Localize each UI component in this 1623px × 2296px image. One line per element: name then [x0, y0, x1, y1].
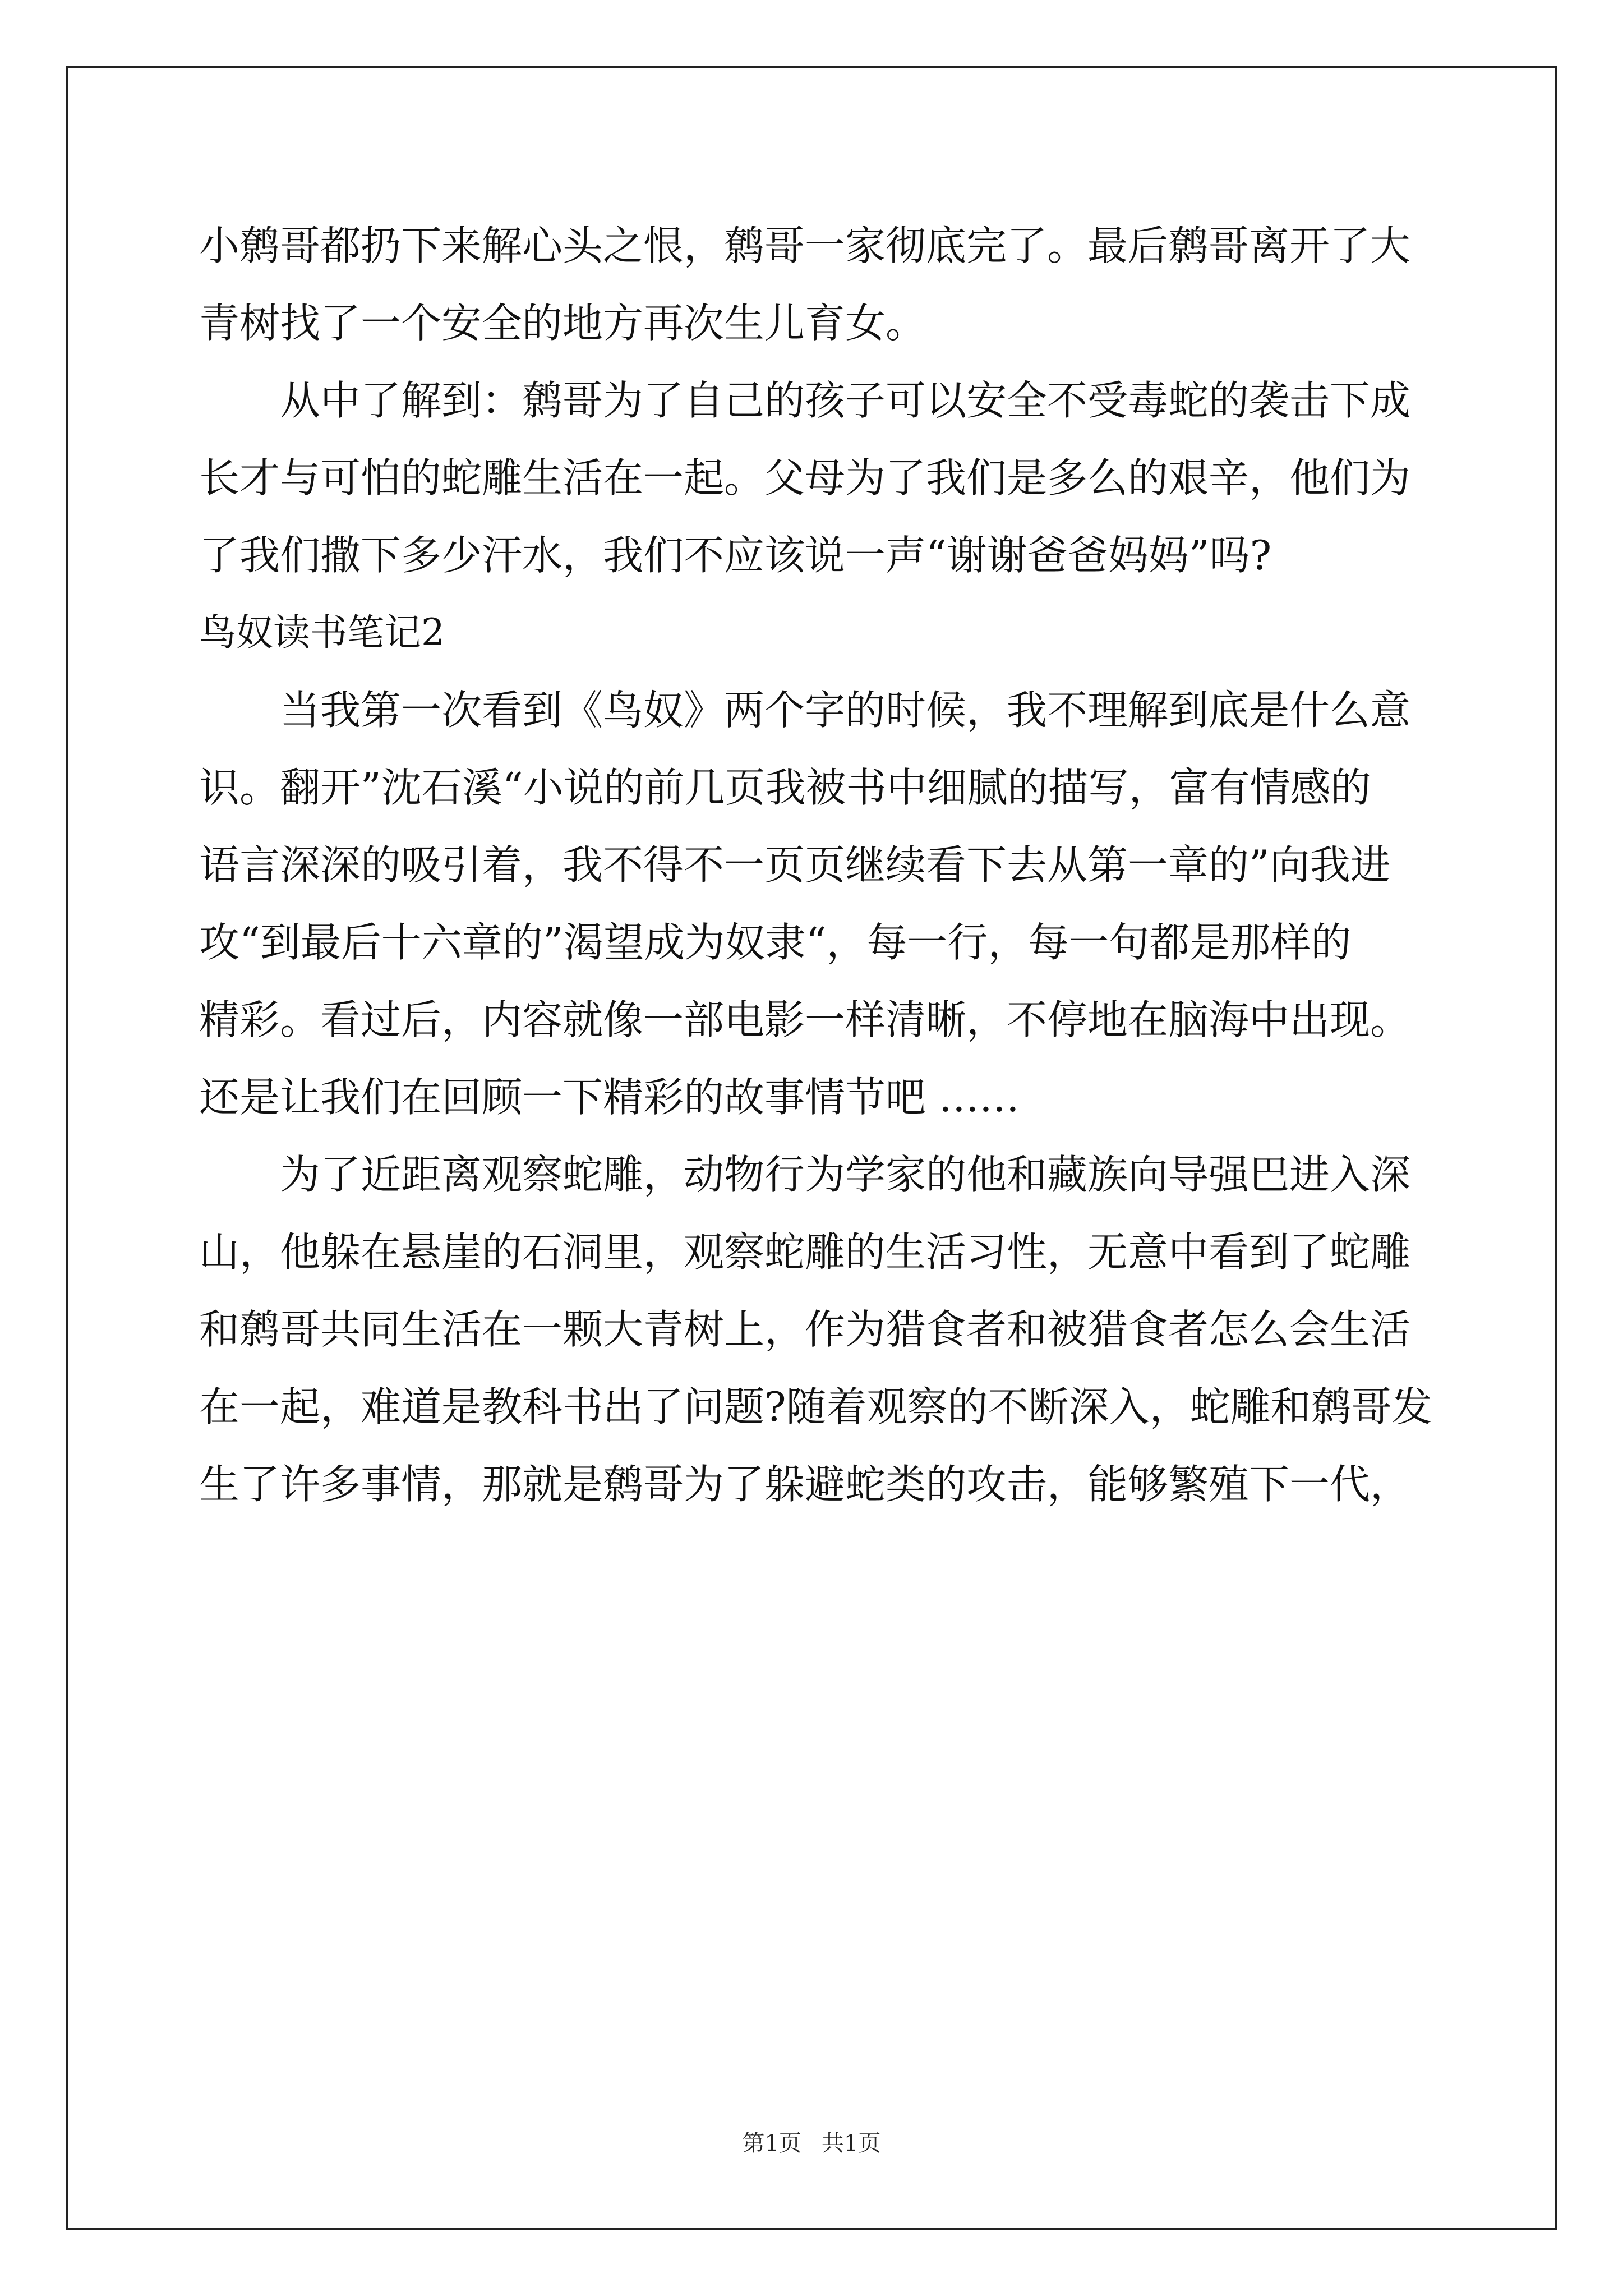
paragraph-line: 为了近距离观察蛇雕，动物行为学家的他和藏族向导强巴进入深 [280, 1151, 1411, 1198]
paragraph-line: 语言深深的吸引着，我不得不一页页继续看下去从第一章的”向我进 [199, 841, 1391, 889]
section-heading: 鸟奴读书笔记2 [199, 611, 445, 654]
paragraph-line: 识。翻开”沈石溪“小说的前几页我被书中细腻的描写，富有情感的 [199, 764, 1371, 811]
page-number: 第1页 [742, 2131, 801, 2156]
paragraph-line: 当我第一次看到《鸟奴》两个字的时候，我不理解到底是什么意 [280, 687, 1411, 734]
paragraph-line: 青树找了一个安全的地方再次生儿育女。 [199, 300, 926, 347]
paragraph-line: 长才与可怕的蛇雕生活在一起。父母为了我们是多么的艰辛，他们为 [199, 454, 1411, 501]
paragraph-line: 和鹩哥共同生活在一颗大青树上，作为猎食者和被猎食者怎么会生活 [199, 1306, 1411, 1353]
page-footer [0, 2129, 1623, 2158]
paragraph-line: 生了许多事情，那就是鹩哥为了躲避蛇类的攻击，能够繁殖下一代， [199, 1461, 1411, 1508]
paragraph-line: 从中了解到：鹩哥为了自己的孩子可以安全不受毒蛇的袭击下成 [280, 377, 1411, 424]
document-body [199, 219, 1433, 1511]
paragraph-line: 山，他躲在悬崖的石洞里，观察蛇雕的生活习性，无意中看到了蛇雕 [199, 1228, 1411, 1276]
page-total: 共1页 [822, 2131, 881, 2156]
paragraph-line: 了我们撒下多少汗水，我们不应该说一声“谢谢爸爸妈妈”吗? [199, 532, 1272, 579]
paragraph-line: 精彩。看过后，内容就像一部电影一样清晰，不停地在脑海中出现。 [199, 996, 1411, 1043]
paragraph-line: 还是让我们在回顾一下精彩的故事情节吧 …… [199, 1074, 1020, 1121]
paragraph-line: 攻“到最后十六章的”渴望成为奴隶“，每一行，每一句都是那样的 [199, 919, 1352, 966]
paragraph-line: 小鹩哥都扔下来解心头之恨，鹩哥一家彻底完了。最后鹩哥离开了大 [199, 222, 1411, 269]
paragraph-line: 在一起，难道是教科书出了问题?随着观察的不断深入，蛇雕和鹩哥发 [199, 1383, 1432, 1430]
